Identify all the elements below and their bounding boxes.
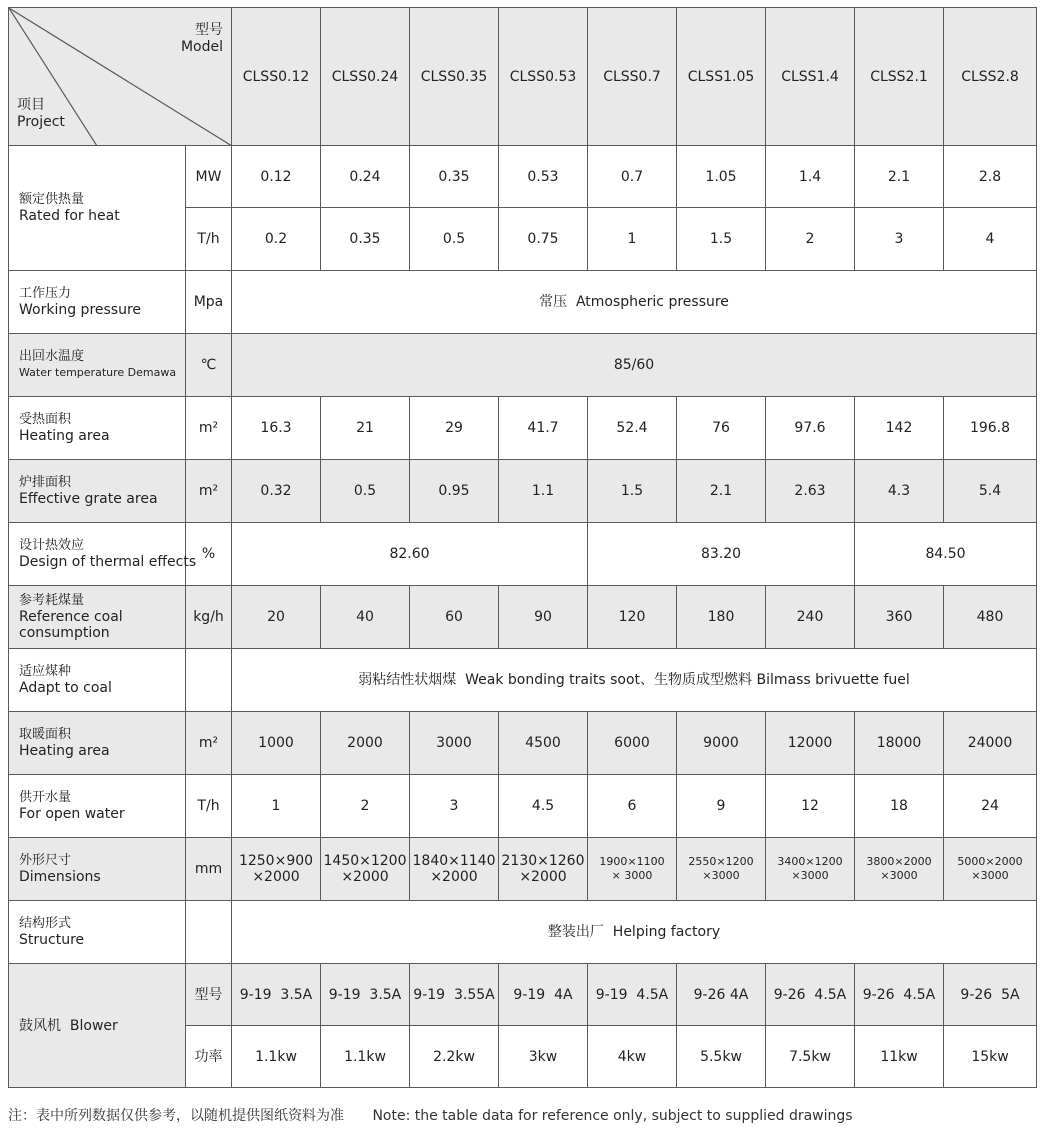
value-cell: 240 bbox=[766, 586, 855, 649]
value-cell: 12000 bbox=[766, 712, 855, 775]
value-cell: 0.12 bbox=[232, 146, 321, 208]
open-water-row bbox=[9, 775, 1037, 838]
value-cell: 2.1 bbox=[855, 146, 944, 208]
value-cell: 0.95 bbox=[410, 460, 499, 523]
dimension-cell: 1250×900 ×2000 bbox=[232, 838, 321, 901]
unit-cell: 型号 bbox=[186, 964, 232, 1026]
value-cell: 180 bbox=[677, 586, 766, 649]
corner-cell bbox=[9, 8, 232, 146]
model-header: CLSS0.53 bbox=[499, 8, 588, 146]
value-cell: 1.1kw bbox=[321, 1026, 410, 1088]
value-cell: 4.3 bbox=[855, 460, 944, 523]
open-water-label: 供开水量 For open water bbox=[9, 775, 186, 838]
dimension-cell: 5000×2000 ×3000 bbox=[944, 838, 1037, 901]
value-cell: 21 bbox=[321, 397, 410, 460]
dimensions-label: 外形尺寸 Dimensions bbox=[9, 838, 186, 901]
value-cell: 6 bbox=[588, 775, 677, 838]
value-cell: 40 bbox=[321, 586, 410, 649]
coal-consumption-label: 参考耗煤量 Reference coal consumption bbox=[9, 586, 186, 649]
value-cell: 142 bbox=[855, 397, 944, 460]
unit-cell: ℃ bbox=[186, 334, 232, 397]
value-cell: 2 bbox=[766, 208, 855, 271]
rated-heat-label: 额定供热量 Rated for heat bbox=[9, 146, 186, 271]
working-pressure-label: 工作压力 Working pressure bbox=[9, 271, 186, 334]
heating-area-2-row bbox=[9, 712, 1037, 775]
unit-cell: T/h bbox=[186, 775, 232, 838]
value-cell: 0.7 bbox=[588, 146, 677, 208]
value-cell: 12 bbox=[766, 775, 855, 838]
value-cell: 480 bbox=[944, 586, 1037, 649]
value-cell: 1.5 bbox=[677, 208, 766, 271]
value-cell: 9-26 4A bbox=[677, 964, 766, 1026]
heating-area-row bbox=[9, 397, 1037, 460]
unit-cell: MW bbox=[186, 146, 232, 208]
water-temp-label: 出回水温度 Water temperature Demawa bbox=[9, 334, 186, 397]
model-header: CLSS0.24 bbox=[321, 8, 410, 146]
footnote-en: Note: the table data for reference only, subject to supplied drawings bbox=[372, 1108, 853, 1124]
rated-heat-row-mw bbox=[9, 146, 1037, 208]
value-cell: 2.8 bbox=[944, 146, 1037, 208]
value-cell: 52.4 bbox=[588, 397, 677, 460]
value-cell: 0.24 bbox=[321, 146, 410, 208]
unit-cell: 功率 bbox=[186, 1026, 232, 1088]
model-header: CLSS2.8 bbox=[944, 8, 1037, 146]
value-cell: 1.5 bbox=[588, 460, 677, 523]
model-header: CLSS0.7 bbox=[588, 8, 677, 146]
value-cell: 5.5kw bbox=[677, 1026, 766, 1088]
model-header: CLSS1.05 bbox=[677, 8, 766, 146]
model-en: Model bbox=[180, 39, 223, 55]
value-cell: 0.53 bbox=[499, 146, 588, 208]
grate-area-row bbox=[9, 460, 1037, 523]
merged-value-cell: 弱粘结性状烟煤 Weak bonding traits soot、生物质成型燃料 Bilmass brivuette fuel bbox=[232, 649, 1037, 712]
merged-value-cell: 82.60 bbox=[232, 523, 588, 586]
project-corner-label bbox=[17, 97, 65, 131]
unit-cell: T/h bbox=[186, 208, 232, 271]
unit-cell: kg/h bbox=[186, 586, 232, 649]
value-cell: 2 bbox=[321, 775, 410, 838]
blower-model-row bbox=[9, 964, 1037, 1026]
value-cell: 1000 bbox=[232, 712, 321, 775]
value-cell: 1 bbox=[588, 208, 677, 271]
working-pressure-row bbox=[9, 271, 1037, 334]
merged-value-cell: 85/60 bbox=[232, 334, 1037, 397]
value-cell: 11kw bbox=[855, 1026, 944, 1088]
unit-cell: m² bbox=[186, 712, 232, 775]
value-cell: 9-19 4A bbox=[499, 964, 588, 1026]
heating-area-2-label: 取暖面积 Heating area bbox=[9, 712, 186, 775]
model-header: CLSS1.4 bbox=[766, 8, 855, 146]
unit-cell: % bbox=[186, 523, 232, 586]
value-cell: 7.5kw bbox=[766, 1026, 855, 1088]
value-cell: 0.5 bbox=[410, 208, 499, 271]
value-cell: 4kw bbox=[588, 1026, 677, 1088]
structure-row bbox=[9, 901, 1037, 964]
value-cell: 9-19 3.5A bbox=[232, 964, 321, 1026]
model-corner-label bbox=[181, 22, 223, 56]
value-cell: 18000 bbox=[855, 712, 944, 775]
thermal-effect-row bbox=[9, 523, 1037, 586]
value-cell: 3 bbox=[410, 775, 499, 838]
unit-cell bbox=[186, 649, 232, 712]
value-cell: 24 bbox=[944, 775, 1037, 838]
value-cell: 9-19 4.5A bbox=[588, 964, 677, 1026]
merged-value-cell: 83.20 bbox=[588, 523, 855, 586]
dimension-cell: 2550×1200 ×3000 bbox=[677, 838, 766, 901]
dimension-cell: 3800×2000 ×3000 bbox=[855, 838, 944, 901]
value-cell: 15kw bbox=[944, 1026, 1037, 1088]
value-cell: 4.5 bbox=[499, 775, 588, 838]
value-cell: 24000 bbox=[944, 712, 1037, 775]
unit-cell: m² bbox=[186, 397, 232, 460]
dimension-cell: 1450×1200 ×2000 bbox=[321, 838, 410, 901]
thermal-effect-label: 设计热效应 Design of thermal effects bbox=[9, 523, 186, 586]
value-cell: 9-19 3.55A bbox=[410, 964, 499, 1026]
dimensions-row bbox=[9, 838, 1037, 901]
merged-value-cell: 84.50 bbox=[855, 523, 1037, 586]
value-cell: 90 bbox=[499, 586, 588, 649]
adapt-coal-row bbox=[9, 649, 1037, 712]
value-cell: 9-19 3.5A bbox=[321, 964, 410, 1026]
value-cell: 1.1 bbox=[499, 460, 588, 523]
value-cell: 3kw bbox=[499, 1026, 588, 1088]
unit-cell: Mpa bbox=[186, 271, 232, 334]
value-cell: 97.6 bbox=[766, 397, 855, 460]
value-cell: 3000 bbox=[410, 712, 499, 775]
value-cell: 4 bbox=[944, 208, 1037, 271]
value-cell: 0.35 bbox=[321, 208, 410, 271]
value-cell: 2.2kw bbox=[410, 1026, 499, 1088]
value-cell: 9-26 4.5A bbox=[766, 964, 855, 1026]
coal-consumption-row bbox=[9, 586, 1037, 649]
value-cell: 2000 bbox=[321, 712, 410, 775]
project-en: Project bbox=[17, 114, 65, 130]
value-cell: 9000 bbox=[677, 712, 766, 775]
model-header: CLSS0.12 bbox=[232, 8, 321, 146]
value-cell: 18 bbox=[855, 775, 944, 838]
value-cell: 0.5 bbox=[321, 460, 410, 523]
value-cell: 4500 bbox=[499, 712, 588, 775]
value-cell: 196.8 bbox=[944, 397, 1037, 460]
value-cell: 360 bbox=[855, 586, 944, 649]
header-row bbox=[9, 8, 1037, 146]
model-zh: 型号 bbox=[195, 22, 223, 38]
value-cell: 2.63 bbox=[766, 460, 855, 523]
heating-area-label: 受热面积 Heating area bbox=[9, 397, 186, 460]
project-zh: 项目 bbox=[17, 97, 45, 113]
value-cell: 120 bbox=[588, 586, 677, 649]
value-cell: 76 bbox=[677, 397, 766, 460]
dimension-cell: 1840×1140 ×2000 bbox=[410, 838, 499, 901]
value-cell: 1 bbox=[232, 775, 321, 838]
value-cell: 29 bbox=[410, 397, 499, 460]
adapt-coal-label: 适应煤种 Adapt to coal bbox=[9, 649, 186, 712]
water-temp-row bbox=[9, 334, 1037, 397]
value-cell: 20 bbox=[232, 586, 321, 649]
model-header: CLSS2.1 bbox=[855, 8, 944, 146]
value-cell: 3 bbox=[855, 208, 944, 271]
dimension-cell: 2130×1260 ×2000 bbox=[499, 838, 588, 901]
blower-label: 鼓风机 Blower bbox=[9, 964, 186, 1088]
footnote bbox=[8, 1105, 853, 1125]
value-cell: 0.75 bbox=[499, 208, 588, 271]
grate-area-label: 炉排面积 Effective grate area bbox=[9, 460, 186, 523]
value-cell: 60 bbox=[410, 586, 499, 649]
value-cell: 41.7 bbox=[499, 397, 588, 460]
value-cell: 0.35 bbox=[410, 146, 499, 208]
value-cell: 9-26 4.5A bbox=[855, 964, 944, 1026]
value-cell: 1.1kw bbox=[232, 1026, 321, 1088]
value-cell: 9-26 5A bbox=[944, 964, 1037, 1026]
spec-table bbox=[8, 7, 1037, 1088]
footnote-zh: 注：表中所列数据仅供参考，以随机提供图纸资料为准 bbox=[8, 1108, 344, 1124]
value-cell: 9 bbox=[677, 775, 766, 838]
value-cell: 1.4 bbox=[766, 146, 855, 208]
value-cell: 5.4 bbox=[944, 460, 1037, 523]
model-header: CLSS0.35 bbox=[410, 8, 499, 146]
value-cell: 0.2 bbox=[232, 208, 321, 271]
merged-value-cell: 常压 Atmospheric pressure bbox=[232, 271, 1037, 334]
unit-cell bbox=[186, 901, 232, 964]
structure-label: 结构形式 Structure bbox=[9, 901, 186, 964]
unit-cell: m² bbox=[186, 460, 232, 523]
value-cell: 6000 bbox=[588, 712, 677, 775]
value-cell: 16.3 bbox=[232, 397, 321, 460]
merged-value-cell: 整装出厂 Helping factory bbox=[232, 901, 1037, 964]
value-cell: 2.1 bbox=[677, 460, 766, 523]
value-cell: 0.32 bbox=[232, 460, 321, 523]
dimension-cell: 1900×1100 × 3000 bbox=[588, 838, 677, 901]
value-cell: 1.05 bbox=[677, 146, 766, 208]
unit-cell: mm bbox=[186, 838, 232, 901]
dimension-cell: 3400×1200 ×3000 bbox=[766, 838, 855, 901]
